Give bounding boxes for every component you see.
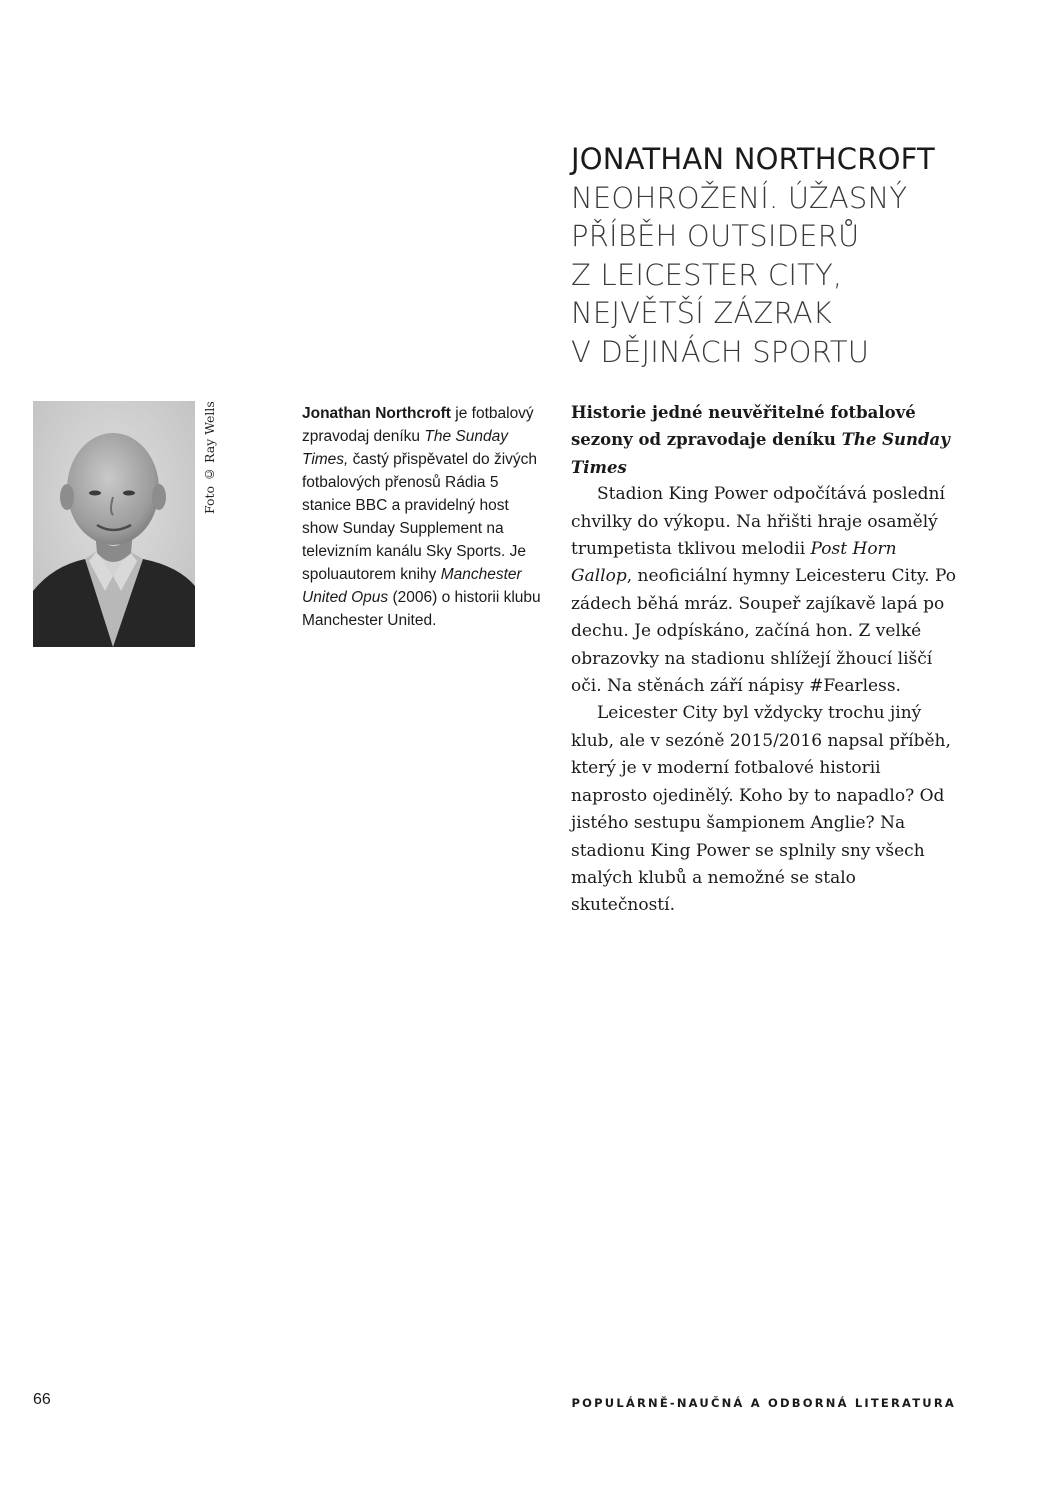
- author-photo: [33, 401, 195, 647]
- lead-text: Historie jedné neuvěřitelné fotbalové sezony od zpravodaje deníku: [571, 403, 916, 450]
- lead-newspaper: The Sunday Times: [571, 430, 950, 477]
- page-number: 66: [33, 1391, 51, 1408]
- bio-author-name: Jonathan Northcroft: [302, 405, 451, 422]
- photo-credit: Foto © Ray Wells: [202, 401, 217, 514]
- bio-book: Manchester United Opus: [302, 566, 522, 606]
- book-annotation: [571, 399, 961, 920]
- book-heading: [571, 140, 1011, 371]
- book-title: NEOHROŽENÍ. ÚŽASNÝ PŘÍBĚH OUTSIDERŮ Z LEICESTER CITY, NEJVĚTŠÍ ZÁZRAK V DĚJINÁCH SPORTU: [571, 180, 908, 369]
- section-label: POPULÁRNĚ-NAUČNÁ A ODBORNÁ LITERATURA: [571, 1396, 956, 1410]
- paragraph-1-song: Post Horn Gallop: [571, 539, 897, 587]
- bio-text-3: (2006) o historii klubu Manchester United.: [302, 589, 541, 629]
- annotation-lead: [571, 399, 961, 481]
- author-bio: [302, 402, 542, 632]
- paragraph-1-text-b: , neoficiální hymny Leicesteru City. Po zádech běhá mráz. Soupeř zajíkavě lapá po dechu. Je odpískáno, začíná hon. Z velké obrazovky na stadionu shlížejí žhoucí liščí oči. Na stěnách září nápisy #Fearless.: [571, 566, 956, 697]
- author-name: JONATHAN NORTHCROFT: [571, 142, 935, 176]
- author-portrait-image: [33, 401, 195, 647]
- bio-text-2: častý přispěvatel do živých fotbalových přenosů Rádia 5 stanice BBC a pravidelný host show Sunday Supplement na televizním kanálu Sky Sports. Je spoluautorem knihy: [302, 451, 538, 583]
- annotation-paragraph-1: [571, 481, 961, 700]
- bio-text-1: je fotbalový zpravodaj deníku: [302, 405, 534, 445]
- annotation-paragraph-2: Leicester City byl vždycky trochu jiný klub, ale v sezóně 2015/2016 napsal příběh, který je v moderní fotbalové historii naprosto ojedinělý. Koho by to napadlo? Od jistého sestupu šampionem Anglie? Na stadionu King Power se splnily sny všech malých klubů a nemožné se stalo skutečností.: [571, 703, 951, 916]
- bio-newspaper: The Sunday Times,: [302, 428, 508, 468]
- paragraph-1-text-a: Stadion King Power odpočítává poslední chvilky do výkopu. Na hřišti hraje osamělý trumpetista tklivou melodii: [571, 484, 945, 560]
